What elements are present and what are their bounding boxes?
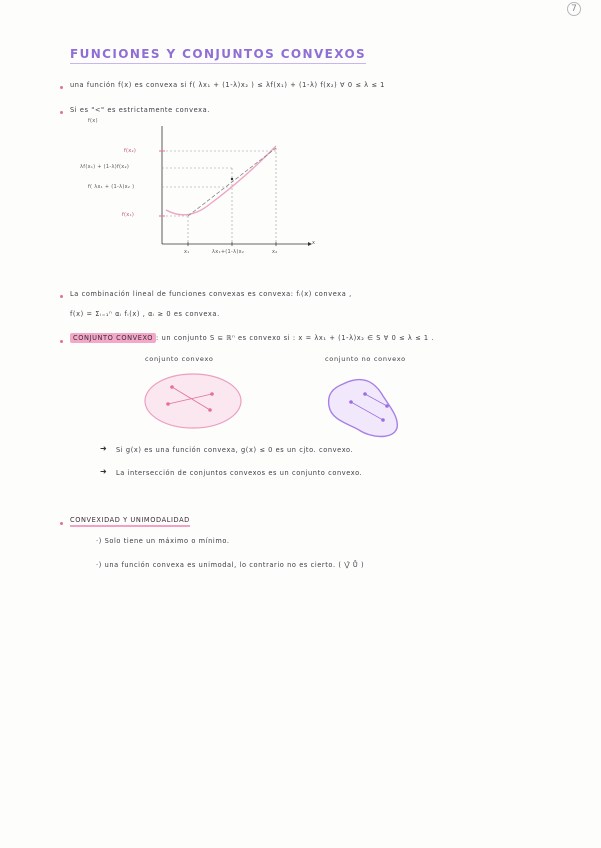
label-fx2: f(x₂): [124, 148, 137, 154]
unimodal-item-2: ·) una función convexa es unimodal, lo contrario no es cierto. ( ⋁̃ Ů ): [96, 561, 365, 569]
label-combo-values: λf(x₁) + (1-λ)f(x₂): [80, 164, 130, 170]
convex-set-shape: [145, 374, 241, 428]
bullet-icon: [60, 522, 63, 525]
nonconvex-set-shape: [329, 380, 398, 437]
arrow-right-icon: ➜: [100, 444, 107, 453]
tick-x2: x₂: [272, 249, 278, 255]
convex-set-drawing: [140, 368, 250, 438]
bullet-icon: [60, 111, 63, 114]
convex-function-graph: [70, 118, 320, 268]
label-f-combo: f( λx₁ + (1-λ)x₂ ): [88, 184, 135, 190]
nonconvex-set-drawing: [325, 372, 410, 442]
page-number: 7: [567, 2, 581, 16]
linear-combination-line-2: f(x) = Σᵢ₌₁ⁿ αᵢ fᵢ(x) , αᵢ ≥ 0 es convexa.: [70, 310, 220, 318]
x-axis-label: x: [312, 240, 316, 246]
linear-combination-line-1: La combinación lineal de funciones convexas es convexa: fᵢ(x) convexa ,: [70, 290, 352, 298]
y-axis-label: f(x): [88, 118, 98, 124]
convex-set-term: CONJUNTO CONVEXO: [70, 333, 156, 343]
arrow-item-2: La intersección de conjuntos convexos es un conjunto convexo.: [116, 469, 363, 477]
arrow-right-icon: ➜: [100, 467, 107, 476]
unimodal-item-1: ·) Solo tiene un máximo o mínimo.: [96, 537, 230, 545]
nonconvex-set-label: conjunto no convexo: [325, 355, 406, 363]
convex-set-text: : un conjunto S ⊆ ℝⁿ es convexo si : x = λx₁ + (1-λ)x₂ ∈ S ∀ 0 ≤ λ ≤ 1 .: [156, 334, 435, 342]
bullet-icon: [60, 340, 63, 343]
strict-convexity-note: Si es "<" es estrictamente convexa.: [70, 106, 210, 114]
section2-title: [70, 516, 190, 524]
chord-point: [231, 178, 233, 180]
tick-x1: x₁: [184, 249, 190, 255]
tick-combo: λx₁+(1-λ)x₂: [212, 249, 245, 255]
arrow-item-1: Si g(x) es una función convexa, g(x) ≤ 0 es un cjto. convexo.: [116, 446, 354, 454]
page-title: FUNCIONES Y CONJUNTOS CONVEXOS: [70, 47, 367, 61]
convex-curve: [166, 146, 276, 215]
bullet-icon: [60, 295, 63, 298]
label-fx1: f(x₁): [122, 212, 135, 218]
convex-set-definition: [70, 334, 434, 342]
bullet-icon: [60, 86, 63, 89]
convex-set-label: conjunto convexo: [145, 355, 214, 363]
convex-function-definition: una función f(x) es convexa si f( λx₁ + (1-λ)x₂ ) ≤ λf(x₁) + (1-λ) f(x₂) ∀ 0 ≤ λ ≤ 1: [70, 81, 385, 89]
section2-title-text: CONVEXIDAD Y UNIMODALIDAD: [70, 516, 190, 527]
